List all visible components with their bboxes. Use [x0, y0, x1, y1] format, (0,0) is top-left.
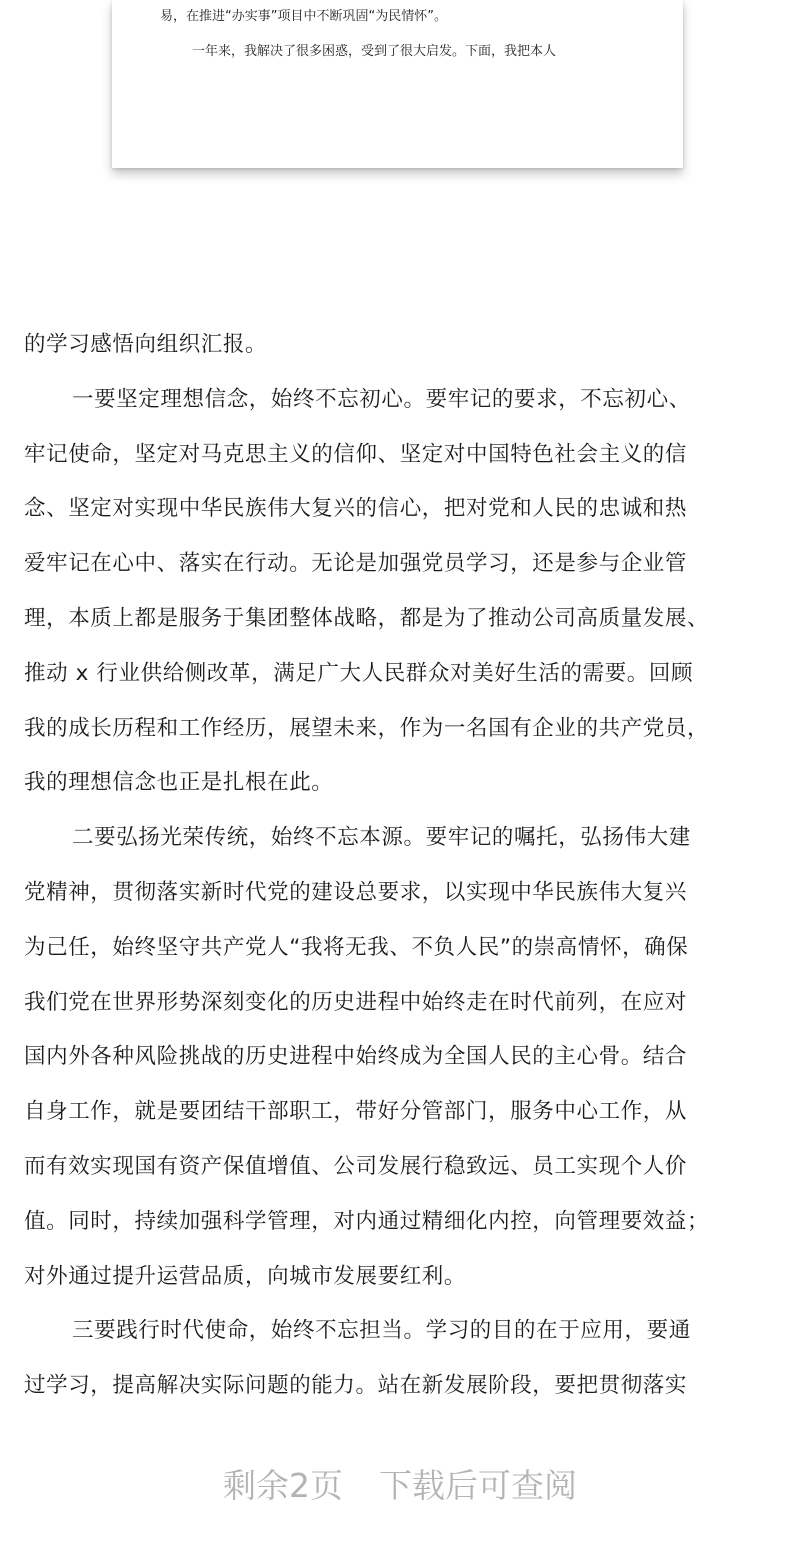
- paragraph-line: 爱牢记在心中、落实在行动。无论是加强党员学习，还是参与企业管: [24, 551, 688, 577]
- download-to-view-label[interactable]: 下载后可查阅: [379, 1466, 577, 1505]
- paragraph-line: 二要弘扬光荣传统，始终不忘本源。要牢记的嘱托，弘扬伟大建: [72, 825, 691, 851]
- paragraph-line: 对外通过提升运营品质，向城市发展要红利。: [24, 1263, 467, 1289]
- document-body: [24, 318, 794, 1414]
- remaining-pages-label[interactable]: 剩余2页: [223, 1466, 343, 1505]
- paragraph-line: 三要践行时代使命，始终不忘担当。学习的目的在于应用，要通: [72, 1318, 691, 1344]
- paragraph-line: 理，本质上都是服务于集团整体战略，都是为了推动公司高质量发展、: [24, 605, 710, 631]
- paragraph-line: 值。同时，持续加强科学管理，对内通过精细化内控，向管理要效益；: [24, 1208, 710, 1234]
- paragraph-line: 党精神，贯彻落实新时代党的建设总要求，以实现中华民族伟大复兴: [24, 879, 688, 905]
- paragraph-line: 推动 x 行业供给侧改革，满足广大人民群众对美好生活的需要。回顾: [24, 660, 694, 686]
- paragraph-line: 我的成长历程和工作经历，展望未来，作为一名国有企业的共产党员，: [24, 715, 710, 741]
- preview-line: 易，在推进“办实事”项目中不断巩固“为民情怀”。: [160, 9, 447, 24]
- paragraph-line: 念、坚定对实现中华民族伟大复兴的信心，把对党和人民的忠诚和热: [24, 496, 688, 522]
- paragraph-line: 牢记使命，坚定对马克思主义的信仰、坚定对中国特色社会主义的信: [24, 441, 688, 467]
- paragraph-line: 一要坚定理想信念，始终不忘初心。要牢记的要求，不忘初心、: [72, 386, 691, 412]
- paragraph-line: 的学习感悟向组织汇报。: [24, 332, 268, 357]
- paragraph-line: 而有效实现国有资产保值增值、公司发展行稳致远、员工实现个人价: [24, 1153, 688, 1179]
- page-preview-card: [112, 0, 683, 168]
- paragraph-line: 自身工作，就是要团结干部职工，带好分管部门，服务中心工作，从: [24, 1099, 688, 1125]
- preview-line: 一年来，我解决了很多困惑，受到了很大启发。下面，我把本人: [192, 44, 557, 59]
- paragraph-line: 过学习，提高解决实际问题的能力。站在新发展阶段，要把贯彻落实: [24, 1373, 688, 1399]
- download-prompt[interactable]: [0, 1462, 800, 1510]
- paragraph-line: 国内外各种风险挑战的历史进程中始终成为全国人民的主心骨。结合: [24, 1044, 688, 1070]
- paragraph-line: 我的理想信念也正是扎根在此。: [24, 770, 334, 796]
- paragraph-line: 我们党在世界形势深刻变化的历史进程中始终走在时代前列，在应对: [24, 989, 688, 1015]
- paragraph-line: 为己任，始终坚守共产党人“我将无我、不负人民”的崇高情怀，确保: [24, 934, 689, 960]
